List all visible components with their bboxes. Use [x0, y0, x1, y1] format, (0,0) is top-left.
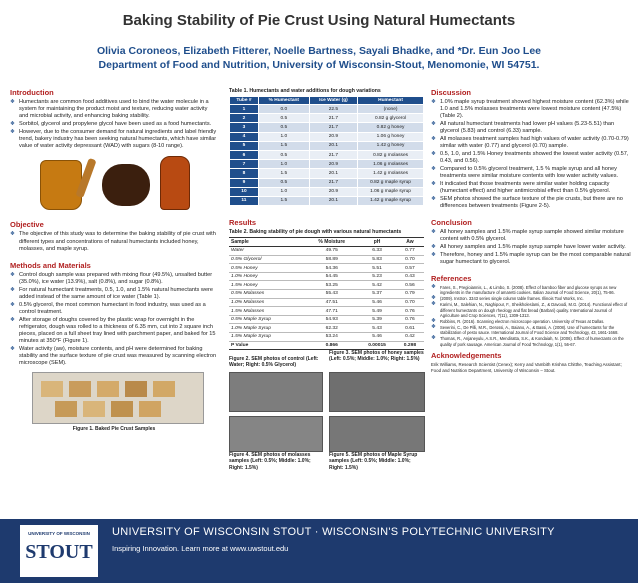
- table2-cell: 0.00015: [358, 341, 396, 350]
- table2-cell: 5.23: [358, 272, 396, 281]
- table2-header-row: [229, 238, 424, 247]
- table2-cell: 1.5% Molasses: [229, 307, 305, 316]
- table1-cell: 1.5: [258, 141, 309, 150]
- table1-cell: 8: [230, 169, 259, 178]
- column-right: [431, 88, 631, 373]
- table2-pvalue-row: [229, 341, 424, 350]
- reference-item: ❖ Severini, C., De Pilli, M.R., Derossi, A., Baiano, A., & Bassi, A. (2008). Use of humectants for the stabilization of pesto sauce. International Journal of Food Science and Technology, 43, 1661-1668.: [431, 325, 631, 336]
- table1-cell: 20.9: [309, 187, 357, 196]
- table2-cell: 0.42: [396, 333, 424, 342]
- table2-cell: 1.5% Maple Syrup: [229, 333, 305, 342]
- table1-cell: 6: [230, 150, 259, 159]
- methods-item: ❖ Water activity (aw), moisture contents, and pH were determined for baking stability and the surface texture of pie crust was measured by scanning electron microscope (SEM).: [10, 346, 218, 368]
- intro-heading: Introduction: [10, 88, 54, 97]
- table2-row: [229, 307, 424, 316]
- table2-cell: 58.89: [305, 255, 358, 264]
- discussion-item: ❖ 1.0% maple syrup treatment showed highest moisture content (62.3%) while 1.0 and 1.5% molasses treatments were lowest moisture content (47.5%) (Table 2).: [431, 99, 631, 121]
- table1-cell: 0.5: [258, 178, 309, 187]
- reference-item: ❖ Robbins, R. (2016). Scanning electron microscope operation. University of Texas at Dallas.: [431, 319, 631, 324]
- table1-cell: 0.5: [258, 150, 309, 159]
- table2-cell: 5.42: [358, 281, 396, 290]
- table2-cell: 5.39: [358, 315, 396, 324]
- table2-cell: 0.79: [396, 290, 424, 299]
- table2-row: [229, 247, 424, 256]
- table2-cell: 0.57: [396, 264, 424, 273]
- table2-header: Sample: [229, 238, 305, 247]
- table2-cell: 0.76: [396, 315, 424, 324]
- table1-row: [230, 132, 424, 141]
- table1-cell: 1.42 g honey: [358, 141, 424, 150]
- table1-cell: 0.5: [258, 114, 309, 123]
- table2-cell: 0.43: [396, 272, 424, 281]
- objective-list: [10, 231, 218, 253]
- table1-cell: 5: [230, 141, 259, 150]
- table1-row: [230, 150, 424, 159]
- table2-cell: 54.93: [305, 315, 358, 324]
- table1-cell: (none): [358, 105, 424, 114]
- table1-cell: 20.9: [309, 160, 357, 169]
- table1-cell: 1.5: [258, 169, 309, 178]
- table1-row: [230, 105, 424, 114]
- table2-cell: 0.5% Glycerol: [229, 255, 305, 264]
- table1-cell: 21.7: [309, 178, 357, 187]
- intro-item: ❖ Sorbitol, glycerol and propylene glycol have been used as a food humectants.: [10, 121, 218, 128]
- references-list: [431, 285, 631, 347]
- table1-row: [230, 160, 424, 169]
- logo-caption: UNIVERSITY OF WISCONSIN: [28, 531, 90, 536]
- table2-cell: 0.5% Honey: [229, 264, 305, 273]
- table1-cell: 1.0: [258, 187, 309, 196]
- references-heading: References: [431, 274, 472, 284]
- footer-tagline[interactable]: Inspiring Innovation. Learn more at www.uwstout.edu: [112, 544, 289, 553]
- discussion-item: ❖ SEM photos showed the surface texture of the pie crusts, but there are no differences between treatments (Figure 2-5).: [431, 196, 631, 210]
- table1-cell: 0.82 g honey: [358, 123, 424, 132]
- table2-cell: 5.43: [358, 324, 396, 333]
- table1-header-row: [230, 97, 424, 105]
- maple-syrup-bottle-image: [160, 156, 190, 210]
- footer-university: UNIVERSITY OF WISCONSIN STOUT · WISCONSIN'S POLYTECHNIC UNIVERSITY: [112, 526, 555, 538]
- table1-cell: 0.82 g molasses: [358, 150, 424, 159]
- table1-cell: 21.7: [309, 150, 357, 159]
- table1-cell: 4: [230, 132, 259, 141]
- table2-cell: 5.37: [358, 290, 396, 299]
- table1-cell: 1.06 g honey: [358, 132, 424, 141]
- sem-photo-molasses: [229, 416, 323, 452]
- department-line: Department of Food and Nutrition, University of Wisconsin-Stout, Menomonie, WI 54751.: [98, 59, 540, 71]
- table2-cell: Water: [229, 247, 305, 256]
- table2-cell: 0.77: [396, 247, 424, 256]
- table2-cell: 5.46: [358, 333, 396, 342]
- table2-cell: 0.56: [396, 281, 424, 290]
- results-heading: Results: [229, 218, 257, 228]
- table2-header: Aw: [396, 238, 424, 247]
- table2-cell: 1.0% Maple Syrup: [229, 324, 305, 333]
- table1-cell: 21.7: [309, 114, 357, 123]
- table2-row: [229, 324, 424, 333]
- column-left: [10, 88, 218, 432]
- table2-cell: 5.83: [358, 255, 396, 264]
- table2-cell: 0.5% Molasses: [229, 290, 305, 299]
- table1-cell: 11: [230, 196, 259, 205]
- discussion-item: ❖ It indicated that those treatments were similar water holding capacity (humectant effect) and higher antimicrobial effect than 0.5% glycerol.: [431, 181, 631, 195]
- objective-heading: Objective: [10, 220, 44, 230]
- table2-cell: 47.51: [305, 298, 358, 307]
- table2-cell: 5.46: [358, 298, 396, 307]
- table1-cell: 20.1: [309, 196, 357, 205]
- intro-list: [10, 99, 218, 150]
- methods-item: ❖ Control dough sample was prepared with mixing flour (49.5%), unsalted butter (35.0%), ice water (13.9%), salt (0.8%), and sugar (0.8%).: [10, 272, 218, 286]
- table2: [229, 237, 424, 350]
- figure5-caption: Figure 5. SEM photos of Maple Syrup samples (Left: 0.5%; Middle: 1.0%; Right: 1.5%): [329, 452, 418, 471]
- table2-cell: 1.5% Honey: [229, 281, 305, 290]
- logo-wordmark: STOUT: [25, 541, 93, 563]
- conclusion-item: ❖ All honey samples and 1.5% maple syrup sample have lower water activity.: [431, 244, 631, 251]
- table1-cell: 0.82 g glycerol: [358, 114, 424, 123]
- sem-photo-maple: [329, 416, 425, 452]
- table1-cell: 1.0: [258, 132, 309, 141]
- methods-list: [10, 272, 218, 368]
- table2-cell: 54.36: [305, 264, 358, 273]
- table2-cell: 0.76: [396, 307, 424, 316]
- table2-cell: 54.45: [305, 272, 358, 281]
- discussion-item: ❖ Compared to 0.5% glycerol treatment, 1.5 % maple syrup and all honey treatments were similar moisture contents with low water activity values.: [431, 166, 631, 180]
- table2-cell: 49.75: [305, 247, 358, 256]
- conclusion-heading: Conclusion: [431, 218, 472, 228]
- discussion-item: ❖ All natural humectant treatments had lower pH values (5.23-5.51) than glycerol (5.83) and control (6.33) sample.: [431, 121, 631, 135]
- table1-cell: 21.7: [309, 123, 357, 132]
- methods-item: ❖ After storage of doughs covered by the plastic wrap for overnight in the refrigerator, dough was rolled to a thickness of 6.35 mm, cut into 2 square inch pieces, placed on a full sheet tray lined with parchment paper, and baked for 15 minutes at 350°F (Figure 1).: [10, 317, 218, 346]
- table2-cell: 55.43: [305, 290, 358, 299]
- table1-row: [230, 114, 424, 123]
- table2-cell: 0.298: [396, 341, 424, 350]
- intro-item: ❖ However, due to the consumer demand for natural ingredients and label friendly trend, bakery industry has been seeking natural humectants, which have similar value of water activity depressant (WAD) with sugars (8-10 range).: [10, 129, 218, 151]
- table2-body: [229, 247, 424, 350]
- table2-header: % Moisture: [305, 238, 358, 247]
- table1-header: Ice Water (g): [309, 97, 357, 105]
- table2-cell: 0.70: [396, 298, 424, 307]
- reference-item: ❖ Karimi, M., Salehian, N., Naghipour, F., Sheikholeslami, Z., & Davoodi, M.G. (2014). Functional effect of different humectants on dough rheology and flat bread (Barbari) quality. International Journal of Agriculture and Crop Sciences, 7(11), 1309-1313.: [431, 302, 631, 318]
- table2-row: [229, 272, 424, 281]
- table1-row: [230, 187, 424, 196]
- sem-photo-control: [229, 372, 323, 412]
- discussion-list: [431, 99, 631, 210]
- table1-cell: 9: [230, 178, 259, 187]
- table1-cell: 1.5: [258, 196, 309, 205]
- table2-row: [229, 333, 424, 342]
- poster-title: Baking Stability of Pie Crust Using Natural Humectants: [122, 12, 516, 29]
- baked-crust-photo: [32, 372, 204, 424]
- table2-cell: 0.866: [305, 341, 358, 350]
- table1-cell: 20.9: [309, 132, 357, 141]
- table2-cell: 53.24: [305, 333, 358, 342]
- table2-cell: 5.49: [358, 307, 396, 316]
- conclusion-item: ❖ All honey samples and 1.5% maple syrup sample showed similar moisture content with 0.5% glycerol.: [431, 229, 631, 243]
- table2-cell: 0.5% Maple Syrup: [229, 315, 305, 324]
- table2-caption: Table 2. Baking stability of pie dough with various natural humectants: [229, 229, 402, 236]
- table1-cell: 2: [230, 114, 259, 123]
- sem-figures: [229, 350, 424, 476]
- table1-row: [230, 123, 424, 132]
- conclusion-item: ❖ Therefore, honey and 1.5% maple syrup can be the most comparable natural sugar humectant to glycerol.: [431, 252, 631, 266]
- discussion-item: ❖ All molasses treatment samples had high values of water activity (0.70-0.79) similar with water (0.77) and glycerol (0.70) sample.: [431, 136, 631, 150]
- reference-item: ❖ Fares, S., Pregioiannis, L., & Limbo, S. (2008). Effect of bamboo fiber and glucose syrups as new ingredients in the manufacture of amaretti cookies. Italian Journal of Food Science, 20(1), 75-86.: [431, 285, 631, 296]
- table1-cell: 20.1: [309, 141, 357, 150]
- table1-row: [230, 141, 424, 150]
- intro-images: [10, 154, 218, 214]
- table2-cell: 6.33: [358, 247, 396, 256]
- uw-stout-logo: [20, 525, 98, 577]
- table1-row: [230, 178, 424, 187]
- methods-item: ❖ For natural humectant treatments, 0.5, 1.0, and 1.5% natural humectants were added instead of the same amount of ice water (Table 1).: [10, 287, 218, 301]
- table1-cell: 1.06 g maple syrup: [358, 187, 424, 196]
- table1-cell: 3: [230, 123, 259, 132]
- table2-cell: 53.25: [305, 281, 358, 290]
- table1-cell: 7: [230, 160, 259, 169]
- objective-item: ❖ The objective of this study was to determine the baking stability of pie crust with different types and concentrations of natural humectants included honey, molasses, and maple syrup.: [10, 231, 218, 253]
- table1-cell: 1.42 g molasses: [358, 169, 424, 178]
- methods-item: ❖ 0.5% glycerol, the most common humectant in food industry, was used as a control treatment.: [10, 302, 218, 316]
- table1-header: Humectant: [358, 97, 424, 105]
- table1-header: % Humectant: [258, 97, 309, 105]
- reference-item: ❖ (2009). Instron. 3343 series single column table frames. Illinois Tool Works, Inc.: [431, 296, 631, 301]
- methods-heading: Methods and Materials: [10, 261, 91, 271]
- column-middle: [229, 88, 424, 476]
- table2-cell: 1.0% Molasses: [229, 298, 305, 307]
- intro-item: ❖ Humectants are common food additives used to bind the water molecule in a system for maintaining the product moist and texture, reducing water activity and microbial activity, and enhancing baking stability.: [10, 99, 218, 121]
- figure2-caption: Figure 2. SEM photos of control (Left: Water; Right: 0.5% Glycerol): [229, 356, 319, 369]
- author-list: Olivia Coroneos, Elizabeth Fitterer, Noelle Bartness, Sayali Bhadke, and *Dr. Eun Joo Lee: [96, 45, 542, 57]
- table2-cell: 0.70: [396, 255, 424, 264]
- table1-cell: 10: [230, 187, 259, 196]
- figure3-caption: Figure 3. SEM photos of honey samples (Left: 0.5%; Middle: 1.0%; Right: 1.5%): [329, 350, 424, 363]
- figure1-caption: Figure 1. Baked Pie Crust Samples: [72, 425, 156, 432]
- table1-cell: 1.0: [258, 160, 309, 169]
- table2-row: [229, 264, 424, 273]
- acknowledgements-heading: Acknowledgements: [431, 351, 502, 361]
- table1-header: Tube #: [230, 97, 259, 105]
- table2-row: [229, 315, 424, 324]
- poster-authors: [0, 44, 638, 72]
- table1-cell: 0.0: [258, 105, 309, 114]
- discussion-heading: Discussion: [431, 88, 472, 97]
- figure4-caption: Figure 4. SEM photos of molasses samples (Left: 0.5%; Middle: 1.0%; Right: 1.5%): [229, 452, 311, 471]
- table2-cell: 1.0% Honey: [229, 272, 305, 281]
- table2-cell: 5.51: [358, 264, 396, 273]
- sem-photo-honey: [329, 372, 425, 412]
- table2-cell: 0.61: [396, 324, 424, 333]
- table1-cell: 1: [230, 105, 259, 114]
- table1-body: [230, 105, 424, 206]
- molasses-image: [102, 164, 150, 206]
- table2-row: [229, 281, 424, 290]
- table1-caption: Table 1. Humectants and water additions for dough variations: [229, 88, 381, 94]
- table2-row: [229, 290, 424, 299]
- table1-row: [230, 196, 424, 205]
- conclusion-list: [431, 229, 631, 266]
- table2-header: pH: [358, 238, 396, 247]
- reference-item: ❖ Thomas, R., Anjaneyulu, A.S.R., Mendiratta, S.K., & Kondaiah, N. (2006). Effect of humectants on the quality of pork sausage. American Journal of Food Technology, 1(1), 56-67.: [431, 336, 631, 347]
- table2-row: [229, 298, 424, 307]
- table2-row: [229, 255, 424, 264]
- acknowledgements-text: Erik Williams, Research Scientist (Cenex); Kerry and Vambith Krishna Chitthe, Teaching Assistant; Food and Nutrition Department, University of Wisconsin – Stout.: [431, 362, 622, 373]
- table1-row: [230, 169, 424, 178]
- table1: [229, 96, 424, 206]
- table1-cell: 1.06 g molasses: [358, 160, 424, 169]
- honey-jar-image: [40, 160, 82, 210]
- table2-cell: P Value: [229, 341, 305, 350]
- table1-cell: 0.5: [258, 123, 309, 132]
- table2-cell: 62.32: [305, 324, 358, 333]
- discussion-item: ❖ 0.5, 1.0, and 1.5% Honey treatments showed the lowest water activity (0.57, 0.43, and 0.56).: [431, 151, 631, 165]
- table1-cell: 20.1: [309, 169, 357, 178]
- table1-cell: 22.5: [309, 105, 357, 114]
- table1-cell: 1.42 g maple syrup: [358, 196, 424, 205]
- table1-cell: 0.82 g maple syrup: [358, 178, 424, 187]
- table2-cell: 47.71: [305, 307, 358, 316]
